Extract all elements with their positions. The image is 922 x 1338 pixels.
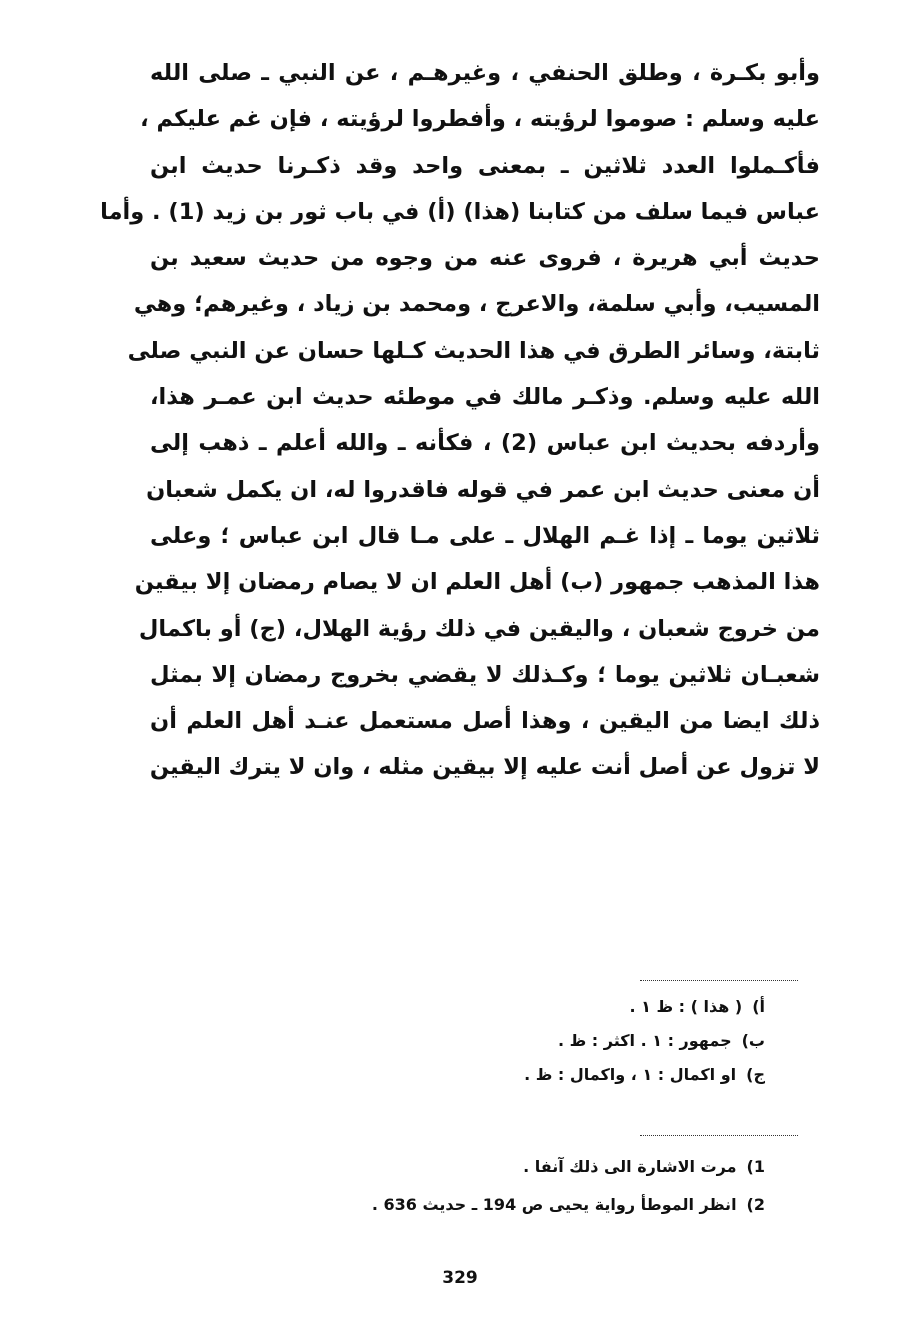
text-line-8: الله عليه وسلم. وذكـر مالك في موطئه حديث ابن عمـر هذا، bbox=[150, 384, 820, 411]
footnote-text: جمهور : ١ . اكثر : ظ . bbox=[557, 1031, 732, 1050]
variant-footnotes bbox=[300, 990, 765, 1092]
footnote-divider-numbers bbox=[640, 1135, 798, 1136]
text-line-15: ذلك ايضا من اليقين ، وهذا أصل مستعمل عنـد أهل العلم أن bbox=[150, 708, 820, 735]
footnote-text: او اكمال : ١ ، واكمال : ظ . bbox=[524, 1065, 737, 1084]
footnote-c bbox=[300, 1058, 765, 1092]
text-line-7: ثابتة، وسائر الطرق في هذا الحديث كـلها حسان عن النبي صلى bbox=[127, 337, 820, 364]
text-line-6: المسيب، وأبي سلمة، والاعرج ، ومحمد بن زياد ، وغيرهم؛ وهي bbox=[133, 291, 820, 318]
footnote-marker: 1) bbox=[746, 1157, 765, 1176]
main-text bbox=[100, 50, 820, 791]
text-line-5: حديث أبي هريرة ، فروى عنه من وجوه من حديث سعيد بن bbox=[150, 245, 820, 272]
text-line-1: وأبو بكـرة ، وطلق الحنفي ، وغيرهـم ، عن النبي ـ صلى الله bbox=[150, 60, 820, 86]
footnote-marker: 2) bbox=[746, 1195, 765, 1214]
text-line-4: عباس فيما سلف من كتابنا (هذا) (أ) في باب ثور بن زيد (1) . وأما bbox=[100, 198, 820, 225]
footnote-1 bbox=[300, 1148, 765, 1186]
text-line-2: عليه وسلم : صوموا لرؤيته ، وأفطروا لرؤيته ، فإن غم عليكم ، bbox=[140, 106, 820, 133]
text-line-10: أن معنى حديث ابن عمر في قوله فاقدروا له، ان يكمل شعبان bbox=[146, 476, 820, 503]
footnote-b bbox=[300, 1024, 765, 1058]
footnote-divider-letters bbox=[640, 980, 798, 981]
text-line-14: شعبـان ثلاثين يوما ؛ وكـذلك لا يقضي بخروج رمضان إلا بمثل bbox=[150, 661, 820, 688]
page-number: 329 bbox=[442, 1268, 478, 1288]
text-line-12: هذا المذهب جمهور (ب) أهل العلم ان لا يصام رمضان إلا بيقين bbox=[134, 569, 820, 596]
text-line-11: ثلاثين يوما ـ إذا غـم الهلال ـ على مـا قال ابن عباس ؛ وعلى bbox=[150, 522, 820, 549]
footnote-marker: ب) bbox=[741, 1031, 765, 1050]
footnote-a bbox=[300, 990, 765, 1024]
text-line-3: فأكـملوا العدد ثلاثين ـ بمعنى واحد وقد ذكـرنا حديث ابن bbox=[150, 152, 820, 179]
footnote-text: ( هذا ) : ظ ١ . bbox=[629, 997, 743, 1016]
footnote-marker: ج) bbox=[746, 1065, 765, 1084]
text-line-13: من خروج شعبان ، واليقين في ذلك رؤية الهلال، (ج) أو باكمال bbox=[138, 615, 820, 642]
footnote-2 bbox=[300, 1186, 765, 1224]
text-line-9: وأردفه بحديث ابن عباس (2) ، فكأنه ـ والله أعلم ـ ذهب إلى bbox=[150, 430, 820, 457]
text-line-16: لا تزول عن أصل أنت عليه إلا بيقين مثله ، وان لا يترك اليقين bbox=[149, 754, 820, 781]
footnote-marker: أ) bbox=[752, 997, 765, 1016]
reference-footnotes bbox=[300, 1148, 765, 1224]
footnote-text: انظر الموطأ رواية يحيى ص 194 ـ حديث 636 . bbox=[371, 1195, 737, 1214]
footnote-text: مرت الاشارة الى ذلك آنفا . bbox=[523, 1157, 737, 1176]
